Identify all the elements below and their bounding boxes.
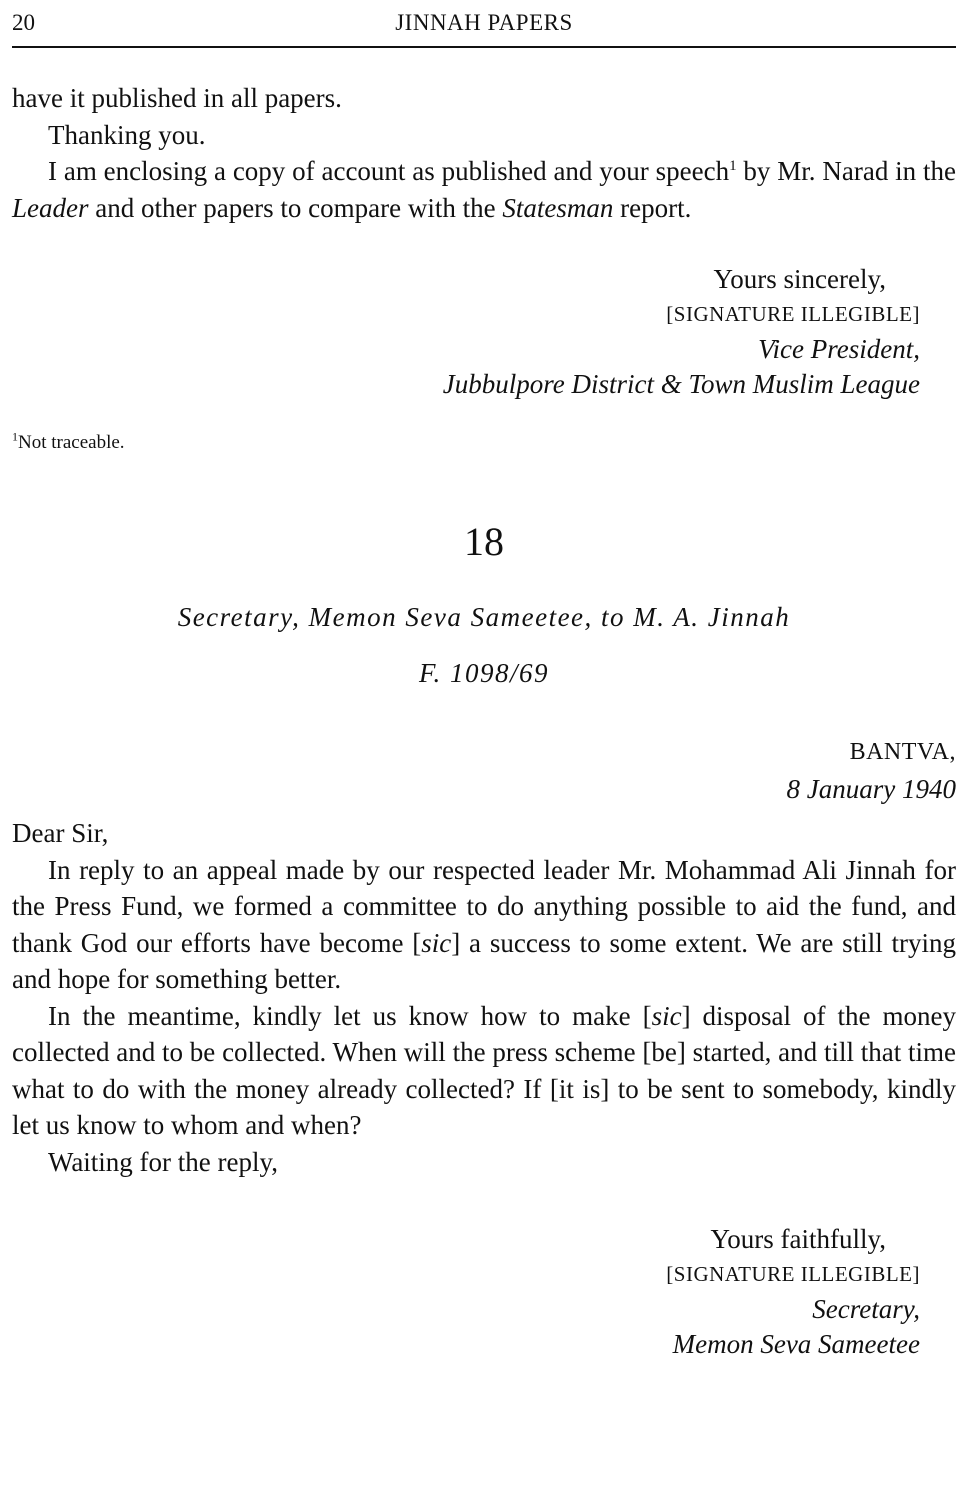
paragraph-text: ] disposal of the money collected and to be collected. When will the press scheme [be] started, and till that time what to do with the money already collected? If [it is] to be sent to somebody, kindly let us know to whom and when? (12, 1000, 956, 1140)
footnote-marker: 1 (12, 429, 18, 444)
enclosing-text-4: report. (613, 192, 692, 223)
page-header (12, 6, 956, 48)
signature: [SIGNATURE ILLEGIBLE] (666, 1262, 920, 1286)
signatory-organization: Memon Seva Sameetee (672, 1329, 920, 1359)
footnote (12, 429, 125, 454)
previous-letter-line: have it published in all papers. (12, 83, 342, 113)
newspaper-leader: Leader (12, 192, 89, 223)
previous-letter-signoff (443, 262, 920, 402)
running-head: JINNAH PAPERS (395, 10, 573, 35)
paragraph-text: In reply to an appeal made by our respected leader Mr. Mohammad Ali Jinnah for the Press Fund, we formed a committee to do anything possible to aid the fund, and thank God our efforts have become [ (12, 854, 956, 958)
document-number: 18 (464, 519, 504, 564)
letter-paragraph-3: Waiting for the reply, (48, 1146, 279, 1177)
page-number: 20 (12, 10, 35, 35)
signatory-organization: Jubbulpore District & Town Muslim League (442, 369, 920, 399)
letter-place: BANTVA, (849, 739, 956, 765)
thanks-paragraph: Thanking you. (48, 119, 206, 150)
document-reference: F. 1098/69 (418, 658, 549, 688)
letter-date: 8 January 1940 (786, 774, 956, 804)
letter-signoff (666, 1222, 920, 1362)
salutation: Dear Sir, (12, 818, 109, 848)
enclosing-paragraph (12, 153, 956, 226)
closing: Yours sincerely, (713, 264, 886, 294)
newspaper-statesman: Statesman (502, 192, 614, 223)
place-date (787, 734, 956, 808)
signatory-role: Vice President, (758, 334, 920, 364)
signatory-role: Secretary, (812, 1294, 920, 1324)
paragraph-text: ] a success to some extent. We are still trying and hope for something better. (12, 927, 957, 994)
sic-marker: sic (651, 1000, 682, 1031)
letter-paragraph-1 (12, 852, 956, 998)
sic-marker: sic (421, 927, 452, 958)
footnote-text: Not traceable. (18, 432, 125, 453)
footnote-reference: 1 (729, 158, 737, 174)
enclosing-text-1: I am enclosing a copy of account as published and your speech (48, 156, 730, 186)
enclosing-text-3: and other papers to compare with the (88, 192, 503, 223)
closing: Yours faithfully, (710, 1224, 886, 1254)
signature: [SIGNATURE ILLEGIBLE] (666, 302, 920, 326)
enclosing-text-2: by Mr. Narad in the (736, 156, 956, 186)
paragraph-text: In the meantime, kindly let us know how to make [ (48, 1000, 652, 1031)
document-title: Secretary, Memon Seva Sameetee, to M. A. Jinnah (177, 602, 791, 632)
letter-paragraph-2 (12, 998, 956, 1144)
letter-body (12, 815, 956, 1180)
previous-letter-body (12, 80, 956, 226)
